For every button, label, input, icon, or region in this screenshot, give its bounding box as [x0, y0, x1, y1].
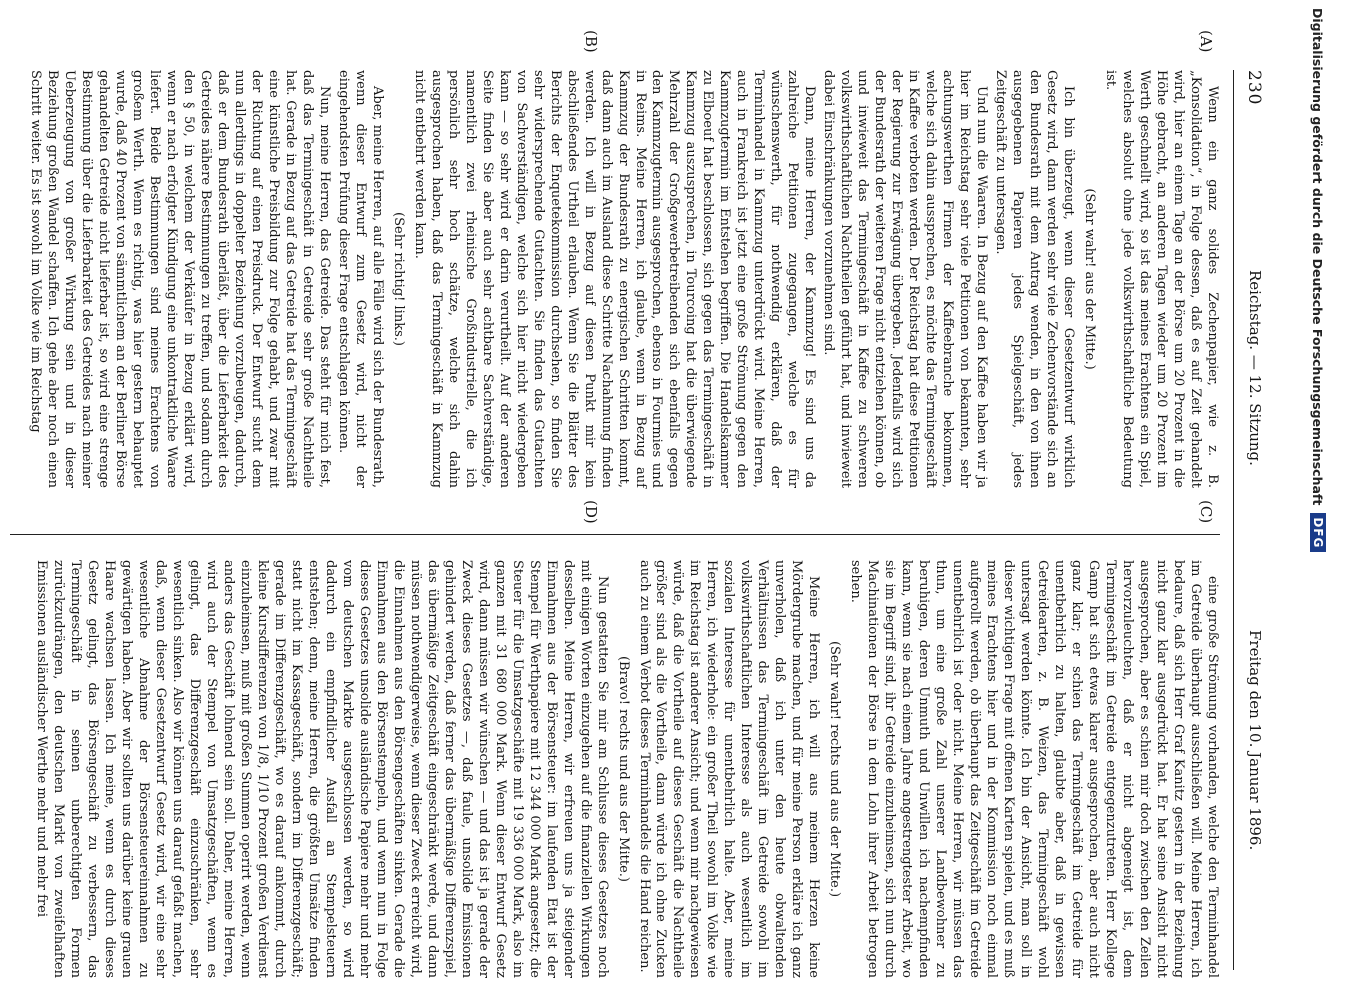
paragraph: Nun, meine Herren, das Getreide. Das steht für mich fest, daß das Termingeschäft in Getreide sehr große Nachtheile hat. Gerade in Bezug auf das Getreide hat das Termingeschäft eine künstliche Preisbildung zur Folge gehabt, und zwar mit der Richtung auf einen Preisdruck. Der Entwurf sucht dem nun allerdings in doppelter Beziehung vorzubeugen, dadurch, daß er dem Bundesrath überläßt, über die Lieferbarkeit des Getreides nähere Bestimmungen zu treffen, und sodann durch den § 50, in welchem der Verkäufer in Bezug erklärt wird, wenn er nach erfolgter Kündigung eine unkontraktliche Waare liefert. Beide Bestimmungen sind meines Erachtens von großem Werth. Wenn es richtig, was hier gestern behauptet wurde, daß 40 Prozent von sämmtlichem an der Berliner Börse gehandelten Getreide nicht lieferbar ist, so wird eine strenge Bestimmung über die Lieferbarkeit des Getreides nach meiner Ueberzeugung von großer Wirkung sein und in dieser Beziehung großen Wandel schaffen. Ich gehe aber noch einen Schritt weiter. Es ist sowohl im Volke wie im Reichstag [28, 70, 332, 488]
digitization-credit [1298, 8, 1338, 998]
interjection: (Sehr wahr! rechts und aus der Mitte.) [827, 640, 843, 898]
margin-label-a: (A) [1197, 30, 1215, 53]
interjection: (Bravo! rechts und aus der Mitte.) [615, 655, 631, 882]
header-rule [1233, 70, 1234, 970]
margin-label-c: (C) [1197, 500, 1215, 524]
page-header [1232, 70, 1272, 970]
left-text-column [10, 70, 1220, 488]
interjection: (Sehr richtig! links.) [390, 212, 406, 346]
paragraph: Und nun die Waaren. In Bezug auf den Kaffee haben wir ja hier im Reichstag sehr viele Petitionen von bekannten, sehr achtungswerthen Firmen der Kaffeebranche bekommen, welche sich dahin aussprechen, es möchte das Termingeschäft in Kaffee verboten werden. Der Reichstag hat diese Petitionen der Regierung zur Erwägung übergeben. Jedenfalls wird sich der Bundesrath der weiteren Frage nicht entziehen können, ob und inwieweit das Termingeschäft in Kaffee zu schweren volkswirthschaftlichen Nachtheilen geführt hat, und inwieweit dabei Einschränkungen vorzunehmen sind. [821, 70, 990, 488]
header-session: Reichstag. — 12. Sitzung. [1246, 270, 1264, 466]
margin-label-b: (B) [582, 30, 600, 53]
paragraph: Aber, meine Herren, auf alle Fälle wird sich der Bundesrath, wenn dieser Entwurf zum Gesetz wird, nicht der eingehendsten Prüfung dieser Frage entschlagen können. [335, 70, 385, 488]
right-text-column [10, 560, 1220, 978]
margin-label-d: (D) [582, 500, 600, 524]
paragraph: Wenn ein ganz solides Zechenpapier, wie z. B. „Konsolidation“, in Folge dessen, daß es auf Zeit gehandelt wird, hier an einem Tage an der Börse um 20 Prozent in die Höhe gebracht, an anderen Tagen wieder um 20 Prozent im Werth geschnellt wird, so ist das meines Erachtens ein Spiel, welches absolut ohne jede volkswirthschaftliche Bedeutung ist. [1103, 70, 1220, 488]
paragraph: Dann, meine Herren, der Kammzug! Es sind uns da zahlreiche Petitionen zugegangen, welche es für wünschenswerth, für nothwendig erklären, daß der Terminhandel in Kammzug unterdrückt wird. Meine Herren, auch in Frankreich ist jetzt eine große Strömung gegen den Kammzugtermin im Entstehen begriffen. Die Handelskammer zu Elboeuf hat beschlossen, sich gegen das Termingeschäft in Kammzug auszusprechen, in Tourcoing hat die überwiegende Mehrzahl der Großgewerbetreibenden sich ebenfalls gegen den Kammzugtermin ausgesprochen, ebenso in Fourmies und in Reims. Meine Herren, ich glaube, wenn in Bezug auf Kammzug der Bundesrath zu energischen Schritten kommt, daß dann auch im Ausland diese Schritte Nachahmung finden werden. Ich will in Bezug auf diesen Punkt mir kein abschließendes Urtheil erlauben. Wenn Sie die Blätter des Berichts der Enquetekommission durchsehen, so finden Sie sehr widersprechende Gutachten. Sie finden das Gutachten von Sachverständigen, welche sich hier nicht wiedergeben kann — so sehr wird er darin verurtheilt. Auf der anderen Seite finden Sie aber auch sehr achtbare Sachverständige, namentlich zwei rheinische Großindustrielle, die ich persönlich sehr hoch schätze, welche sich dahin ausgesprochen haben, daß das Termingeschäft in Kammzug nicht entbehrt werden kann. [411, 70, 818, 488]
column-divider [10, 534, 1220, 535]
page-number: 230 [1244, 70, 1264, 106]
dfg-logo: DFG [1310, 513, 1326, 552]
paragraph: Ich bin überzeugt, wenn dieser Gesetzentwurf wirklich Gesetz wird, dann werden sehr viele Zechenvorstände sich an den Bundesrath mit dem Antrag wenden, in den von ihnen ausgegebenen Papieren jedes Spielgeschäft, jedes Zeitgeschäft zu untersagen. [993, 70, 1077, 488]
paragraph: Nun gestatten Sie mir am Schlusse dieses Gesetzes noch mit einigen Worten einzugehen auf die finanziellen Wirkungen desselben. Meine Herren, wir erfreuen uns ja steigender Einnahmen aus der Börsensteuer: im laufenden Etat ist der Stempel für Werthpapiere mit 12 344 000 Mark angesetzt; die Steuer für die Umsatzgeschäfte mit 19 336 000 Mark, also im ganzen mit 31 680 000 Mark. Wenn dieser Entwurf Gesetz wird, dann müssen wir wünschen — und das ist ja gerade der Zweck dieses Gesetzes —, daß faule, unsolide Emissionen gehindert werden, daß ferner das übermäßige Differenzspiel, das übermäßige Zeitgeschäft eingeschränkt werde, und dann müssen nothwendigerweise, wenn dieser Zweck erreicht wird, die Einnahmen aus den Börsengeschäften sinken. Gerade die Einnahmen aus den Börsenstempeln, und wenn nun in Folge dieses Gesetzes unsolide ausländische Papiere mehr und mehr vom deutschen Markte ausgeschlossen werden, so wird dadurch ein empfindlicher Ausfall an Stempelsteuern entstehen; denn, meine Herren, die größten Umsätze finden statt nicht im Kassageschäft, sondern im Differenzgeschäft; gerade im Differenzgeschäft, wo es darauf ankommt, durch kleine Kursdifferenzen von 1/8, 1/10 Prozent großen Verdienst einzuheimsen, muß mit großen Summen operirt werden, wenn anders das Geschäft lohnend sein soll. Daher, meine Herren, wird auch der Stempel von Umsatzgeschäften, wenn es gelingt, das Differenzgeschäft einzuschränken, sehr wesentlich sinken. Also wir können uns darauf gefaßt machen, daß, wenn dieser Gesetzentwurf Gesetz wird, wir eine sehr wesentliche Abnahme der Börsensteuereinnahmen zu gewärtigen haben. Aber wir sollten uns darüber keine grauen Haare wachsen lassen. Ich meine, wenn es durch dieses Gesetz gelingt, das Börsengeschäft zu verbessern, das Termingeschäft in seinen unberechtigten Formen zurückzudrängen, den deutschen Markt von zweifelhaften Emissionen ausländischer Werthe mehr und mehr frei [34, 560, 610, 978]
credit-text: Digitalisierung gefördert durch die Deutsche Forschungsgemeinschaft [1310, 8, 1326, 506]
header-date: Freitag den 10. Januar 1896. [1246, 630, 1264, 851]
paragraph: eine große Strömung vorhanden, welche den Terminhandel im Getreide überhaupt ausschließen will. Meine Herren, ich bedaure, daß sich Herr Graf Kanitz gestern in der Beziehung nicht ganz klar ausgedrückt hat. Er hat seine Ansicht nicht ausgesprochen, aber es schien mir doch zwischen den Zeilen hervorzuleuchten, daß er nicht abgeneigt ist, dem Termingeschäft im Getreide entgegenzutreten. Herr Kollege Gamp hat sich etwas klarer ausgesprochen, aber auch nicht ganz klar; er schien das Termingeschäft im Getreide für unentbehrlich zu halten, glaubte aber, daß in gewissen Getreidearten, z. B. Weizen, das Termingeschäft wohl untersagt werden könnte. Ich bin der Ansicht, man soll in dieser wichtigen Frage mit offenen Karten spielen, und es muß meines Erachtens hier und in der Kommission noch einmal aufgerollt werden, ob überhaupt das Zeitgeschäft im Getreide unentbehrlich ist oder nicht. Meine Herren, wir müssen das thun, um eine große Zahl unserer Landbewohner zu beruhigen, deren Unmuth und Unwillen ich nachempfinden kann, wenn sie nach einem Jahre angestrengtester Arbeit, wo sie im Begriff sind, ihr Getreide einzuheimsen, sich nun durch Machinationen der Börse in dem Lohn ihrer Arbeit betrogen sehen. [848, 560, 1220, 978]
interjection: (Sehr wahr! aus der Mitte.) [1082, 188, 1098, 370]
paragraph: Meine Herren, ich will aus meinem Herzen keine Mördergrube machen, und für meine Person erkläre ich ganz unverholen, daß ich unter den heute obwaltenden Verhältnissen das Termingeschäft im Getreide sowohl im volkswirthschaftlichen Interesse als auch wesentlich im sozialen Interesse für unentbehrlich halte. Aber, meine Herren, ich wiederhole: ein großer Theil sowohl im Volke wie im Reichstag ist anderer Ansicht; und wenn mir nachgewiesen würde, daß die Vortheile auf dieses Geschäft die Nachtheile größer sind als die Vortheile, dann würde ich ohne Zucken auch zu einem Verbot dieses Terminhandels die Hand reichen. [636, 560, 822, 978]
